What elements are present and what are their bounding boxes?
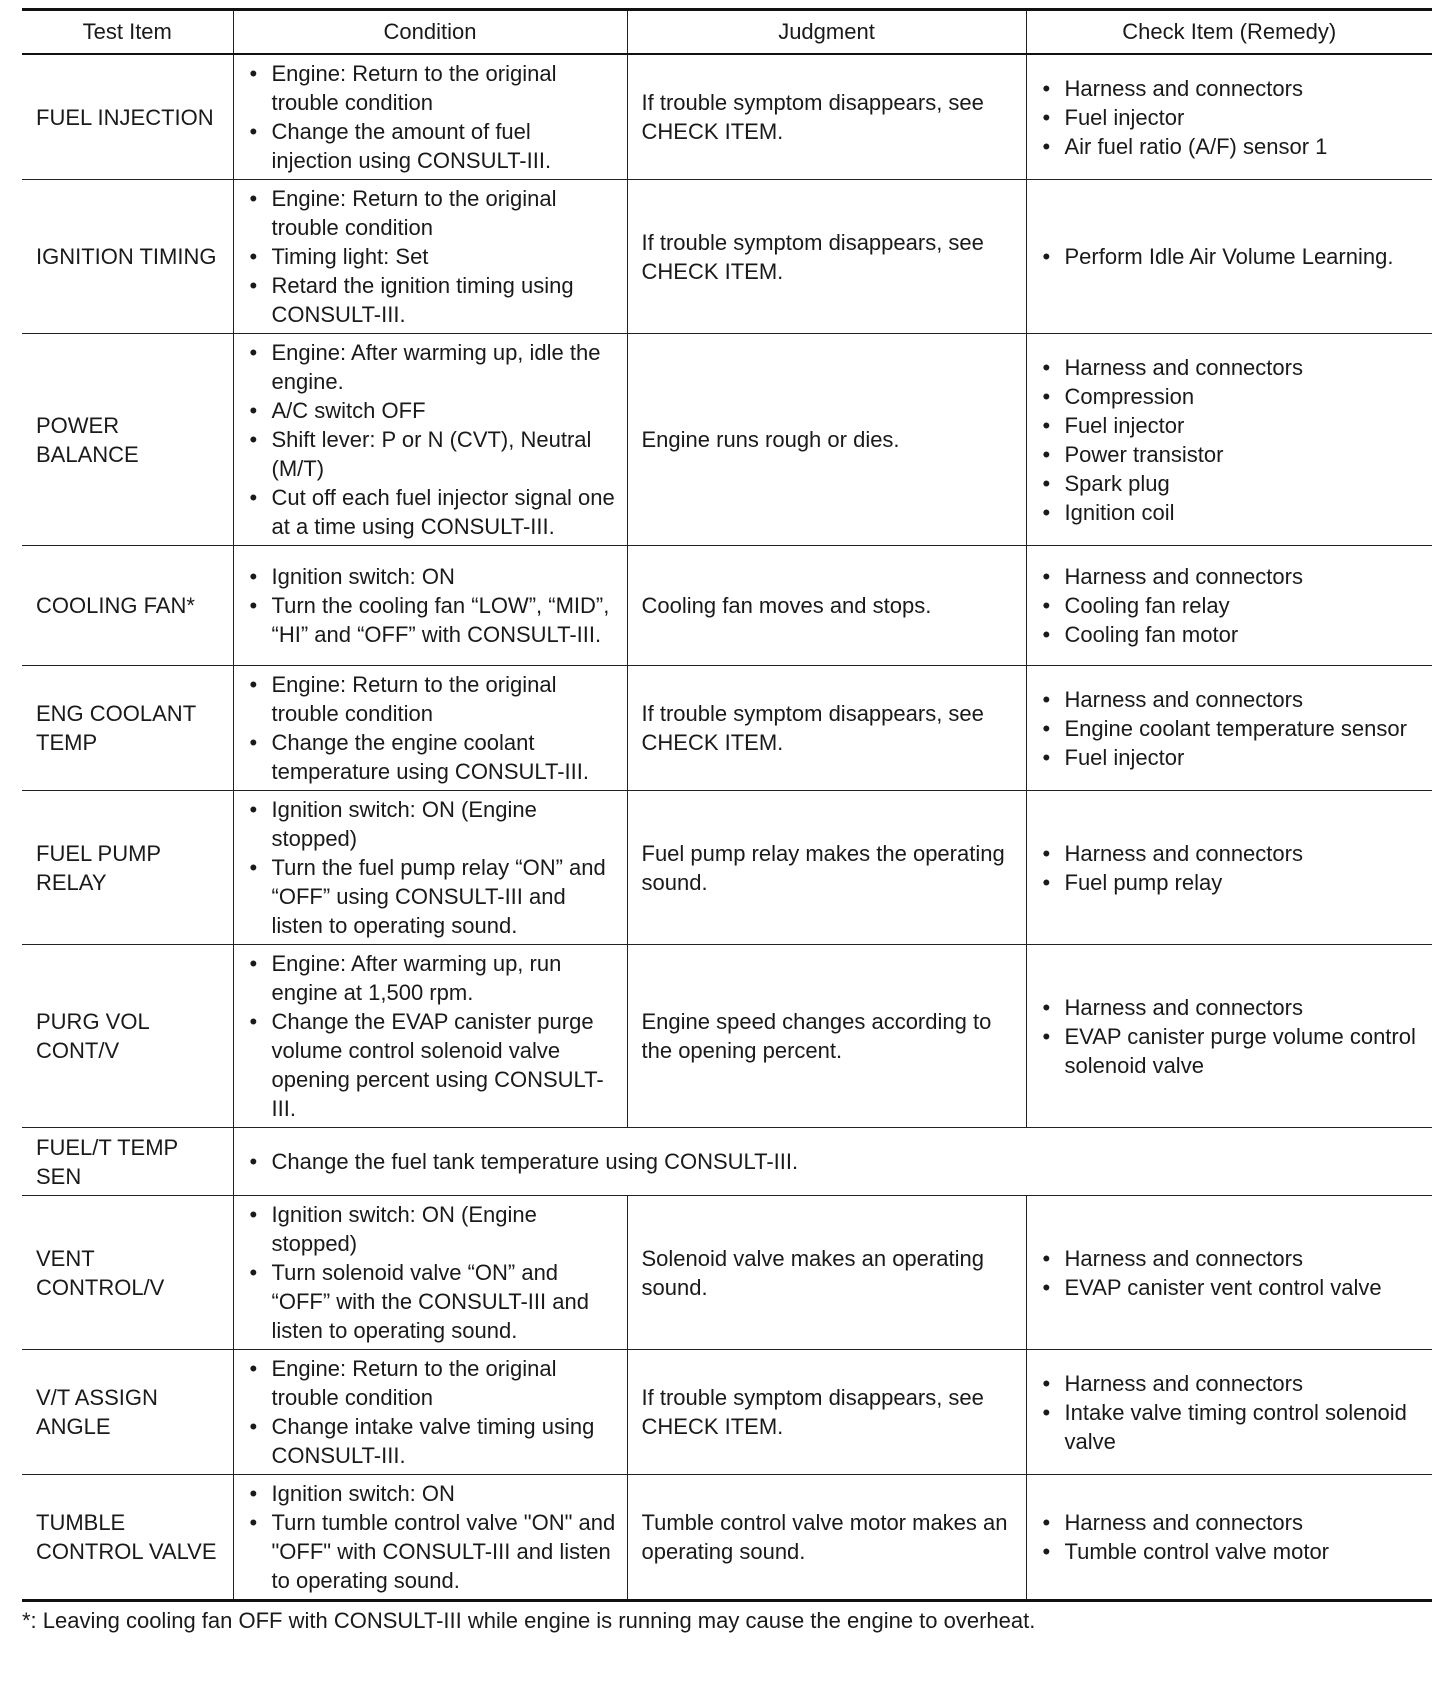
judgment-cell: Fuel pump relay makes the operating sound. (627, 791, 1026, 945)
table-body (22, 54, 1432, 1601)
judgment-cell: Tumble control valve motor makes an operating sound. (627, 1475, 1026, 1601)
check-item-cell (1026, 945, 1432, 1128)
test-item-cell: FUEL INJECTION (22, 54, 233, 180)
check-item-list (1041, 562, 1423, 649)
check-item-list (1041, 1244, 1423, 1302)
judgment-cell: If trouble symptom disappears, see CHECK ITEM. (627, 54, 1026, 180)
condition-cell (233, 1128, 1432, 1196)
condition-list (248, 338, 617, 541)
check-item-list (1041, 685, 1423, 772)
condition-bullet: • Ignition switch: ON (248, 1479, 617, 1508)
check-item-cell (1026, 180, 1432, 334)
check-item-list (1041, 839, 1423, 897)
check-item-bullet: • Harness and connectors (1041, 1369, 1423, 1398)
judgment-cell: Engine runs rough or dies. (627, 334, 1026, 546)
test-item-cell: POWER BALANCE (22, 334, 233, 546)
condition-bullet: • Change the amount of fuel injection using CONSULT-III. (248, 117, 617, 175)
condition-bullet: • Engine: Return to the original trouble condition (248, 1354, 617, 1412)
check-item-list (1041, 993, 1423, 1080)
condition-list (248, 1200, 617, 1345)
table-row (22, 791, 1432, 945)
active-test-table (22, 8, 1432, 1602)
check-item-bullet: • EVAP canister purge volume control solenoid valve (1041, 1022, 1423, 1080)
check-item-bullet: • Spark plug (1041, 469, 1423, 498)
test-item-cell: PURG VOL CONT/V (22, 945, 233, 1128)
check-item-list (1041, 74, 1423, 161)
judgment-cell: If trouble symptom disappears, see CHECK ITEM. (627, 180, 1026, 334)
condition-bullet: • Ignition switch: ON (Engine stopped) (248, 795, 617, 853)
condition-list (248, 59, 617, 175)
header-check-item: Check Item (Remedy) (1026, 10, 1432, 55)
condition-bullet: • Timing light: Set (248, 242, 617, 271)
condition-list (248, 670, 617, 786)
judgment-cell: Engine speed changes according to the opening percent. (627, 945, 1026, 1128)
condition-bullet: • Cut off each fuel injector signal one at a time using CONSULT-III. (248, 483, 617, 541)
judgment-cell: Cooling fan moves and stops. (627, 546, 1026, 666)
header-row (22, 10, 1432, 55)
check-item-bullet: • Compression (1041, 382, 1423, 411)
check-item-cell (1026, 1475, 1432, 1601)
condition-cell (233, 666, 627, 791)
condition-bullet: • Change intake valve timing using CONSULT-III. (248, 1412, 617, 1470)
condition-list (248, 949, 617, 1123)
check-item-bullet: • EVAP canister vent control valve (1041, 1273, 1423, 1302)
test-item-cell: TUMBLE CONTROL VALVE (22, 1475, 233, 1601)
table-row (22, 334, 1432, 546)
test-item-cell: ENG COOLANT TEMP (22, 666, 233, 791)
condition-bullet: • Engine: Return to the original trouble condition (248, 184, 617, 242)
check-item-cell (1026, 546, 1432, 666)
check-item-bullet: • Air fuel ratio (A/F) sensor 1 (1041, 132, 1423, 161)
check-item-cell (1026, 1196, 1432, 1350)
condition-bullet: • Engine: Return to the original trouble condition (248, 59, 617, 117)
table-row (22, 945, 1432, 1128)
condition-bullet: • Shift lever: P or N (CVT), Neutral (M/T) (248, 425, 617, 483)
check-item-bullet: • Intake valve timing control solenoid valve (1041, 1398, 1423, 1456)
condition-cell (233, 180, 627, 334)
judgment-cell: If trouble symptom disappears, see CHECK ITEM. (627, 666, 1026, 791)
test-item-cell: V/T ASSIGN ANGLE (22, 1350, 233, 1475)
condition-bullet: • Turn the cooling fan “LOW”, “MID”, “HI” and “OFF” with CONSULT-III. (248, 591, 617, 649)
check-item-cell (1026, 1350, 1432, 1475)
check-item-cell (1026, 791, 1432, 945)
condition-list (248, 562, 617, 649)
check-item-bullet: • Ignition coil (1041, 498, 1423, 527)
condition-bullet: • Engine: After warming up, idle the engine. (248, 338, 617, 396)
check-item-cell (1026, 666, 1432, 791)
check-item-cell (1026, 54, 1432, 180)
condition-list (248, 795, 617, 940)
table-row (22, 180, 1432, 334)
condition-cell (233, 546, 627, 666)
test-item-cell: VENT CONTROL/V (22, 1196, 233, 1350)
condition-bullet: • Change the EVAP canister purge volume control solenoid valve opening percent using CONSULT-III. (248, 1007, 617, 1123)
check-item-bullet: • Fuel injector (1041, 103, 1423, 132)
condition-list (248, 1147, 1423, 1176)
condition-cell (233, 945, 627, 1128)
condition-cell (233, 334, 627, 546)
test-item-cell: COOLING FAN* (22, 546, 233, 666)
check-item-bullet: • Fuel injector (1041, 411, 1423, 440)
table-row (22, 1475, 1432, 1601)
table-row (22, 666, 1432, 791)
check-item-list (1041, 242, 1423, 271)
table-row (22, 54, 1432, 180)
condition-list (248, 184, 617, 329)
condition-cell (233, 54, 627, 180)
check-item-bullet: • Harness and connectors (1041, 562, 1423, 591)
check-item-bullet: • Cooling fan motor (1041, 620, 1423, 649)
condition-bullet: • Ignition switch: ON (248, 562, 617, 591)
check-item-list (1041, 353, 1423, 527)
condition-cell (233, 1475, 627, 1601)
condition-cell (233, 1196, 627, 1350)
condition-bullet: • Change the fuel tank temperature using CONSULT-III. (248, 1147, 1423, 1176)
table-row (22, 1128, 1432, 1196)
condition-bullet: • Change the engine coolant temperature using CONSULT-III. (248, 728, 617, 786)
check-item-bullet: • Harness and connectors (1041, 839, 1423, 868)
check-item-list (1041, 1369, 1423, 1456)
table-row (22, 1196, 1432, 1350)
check-item-bullet: • Harness and connectors (1041, 1508, 1423, 1537)
condition-bullet: • Engine: After warming up, run engine at 1,500 rpm. (248, 949, 617, 1007)
check-item-bullet: • Harness and connectors (1041, 993, 1423, 1022)
condition-bullet: • A/C switch OFF (248, 396, 617, 425)
check-item-bullet: • Cooling fan relay (1041, 591, 1423, 620)
check-item-bullet: • Harness and connectors (1041, 74, 1423, 103)
condition-bullet: • Engine: Return to the original trouble condition (248, 670, 617, 728)
table-row (22, 546, 1432, 666)
test-item-cell: FUEL PUMP RELAY (22, 791, 233, 945)
check-item-cell (1026, 334, 1432, 546)
header-test-item: Test Item (22, 10, 233, 55)
table-row (22, 1350, 1432, 1475)
check-item-bullet: • Fuel injector (1041, 743, 1423, 772)
judgment-cell: If trouble symptom disappears, see CHECK ITEM. (627, 1350, 1026, 1475)
check-item-bullet: • Tumble control valve motor (1041, 1537, 1423, 1566)
condition-bullet: • Turn the fuel pump relay “ON” and “OFF” using CONSULT-III and listen to operating sound. (248, 853, 617, 940)
check-item-bullet: • Harness and connectors (1041, 1244, 1423, 1273)
condition-bullet: • Ignition switch: ON (Engine stopped) (248, 1200, 617, 1258)
test-item-cell: FUEL/T TEMP SEN (22, 1128, 233, 1196)
condition-cell (233, 791, 627, 945)
check-item-bullet: • Engine coolant temperature sensor (1041, 714, 1423, 743)
condition-bullet: • Turn solenoid valve “ON” and “OFF” with the CONSULT-III and listen to operating sound. (248, 1258, 617, 1345)
test-item-cell: IGNITION TIMING (22, 180, 233, 334)
header-judgment: Judgment (627, 10, 1026, 55)
condition-cell (233, 1350, 627, 1475)
condition-bullet: • Retard the ignition timing using CONSULT-III. (248, 271, 617, 329)
condition-list (248, 1354, 617, 1470)
check-item-list (1041, 1508, 1423, 1566)
check-item-bullet: • Power transistor (1041, 440, 1423, 469)
condition-list (248, 1479, 617, 1595)
check-item-bullet: • Harness and connectors (1041, 353, 1423, 382)
footnote: *: Leaving cooling fan OFF with CONSULT-III while engine is running may cause the engine to overheat. (22, 1608, 1036, 1633)
check-item-bullet: • Harness and connectors (1041, 685, 1423, 714)
header-condition: Condition (233, 10, 627, 55)
active-test-table-page (22, 8, 1432, 1634)
check-item-bullet: • Fuel pump relay (1041, 868, 1423, 897)
judgment-cell: Solenoid valve makes an operating sound. (627, 1196, 1026, 1350)
check-item-bullet: • Perform Idle Air Volume Learning. (1041, 242, 1423, 271)
condition-bullet: • Turn tumble control valve "ON" and "OFF" with CONSULT-III and listen to operating sound. (248, 1508, 617, 1595)
